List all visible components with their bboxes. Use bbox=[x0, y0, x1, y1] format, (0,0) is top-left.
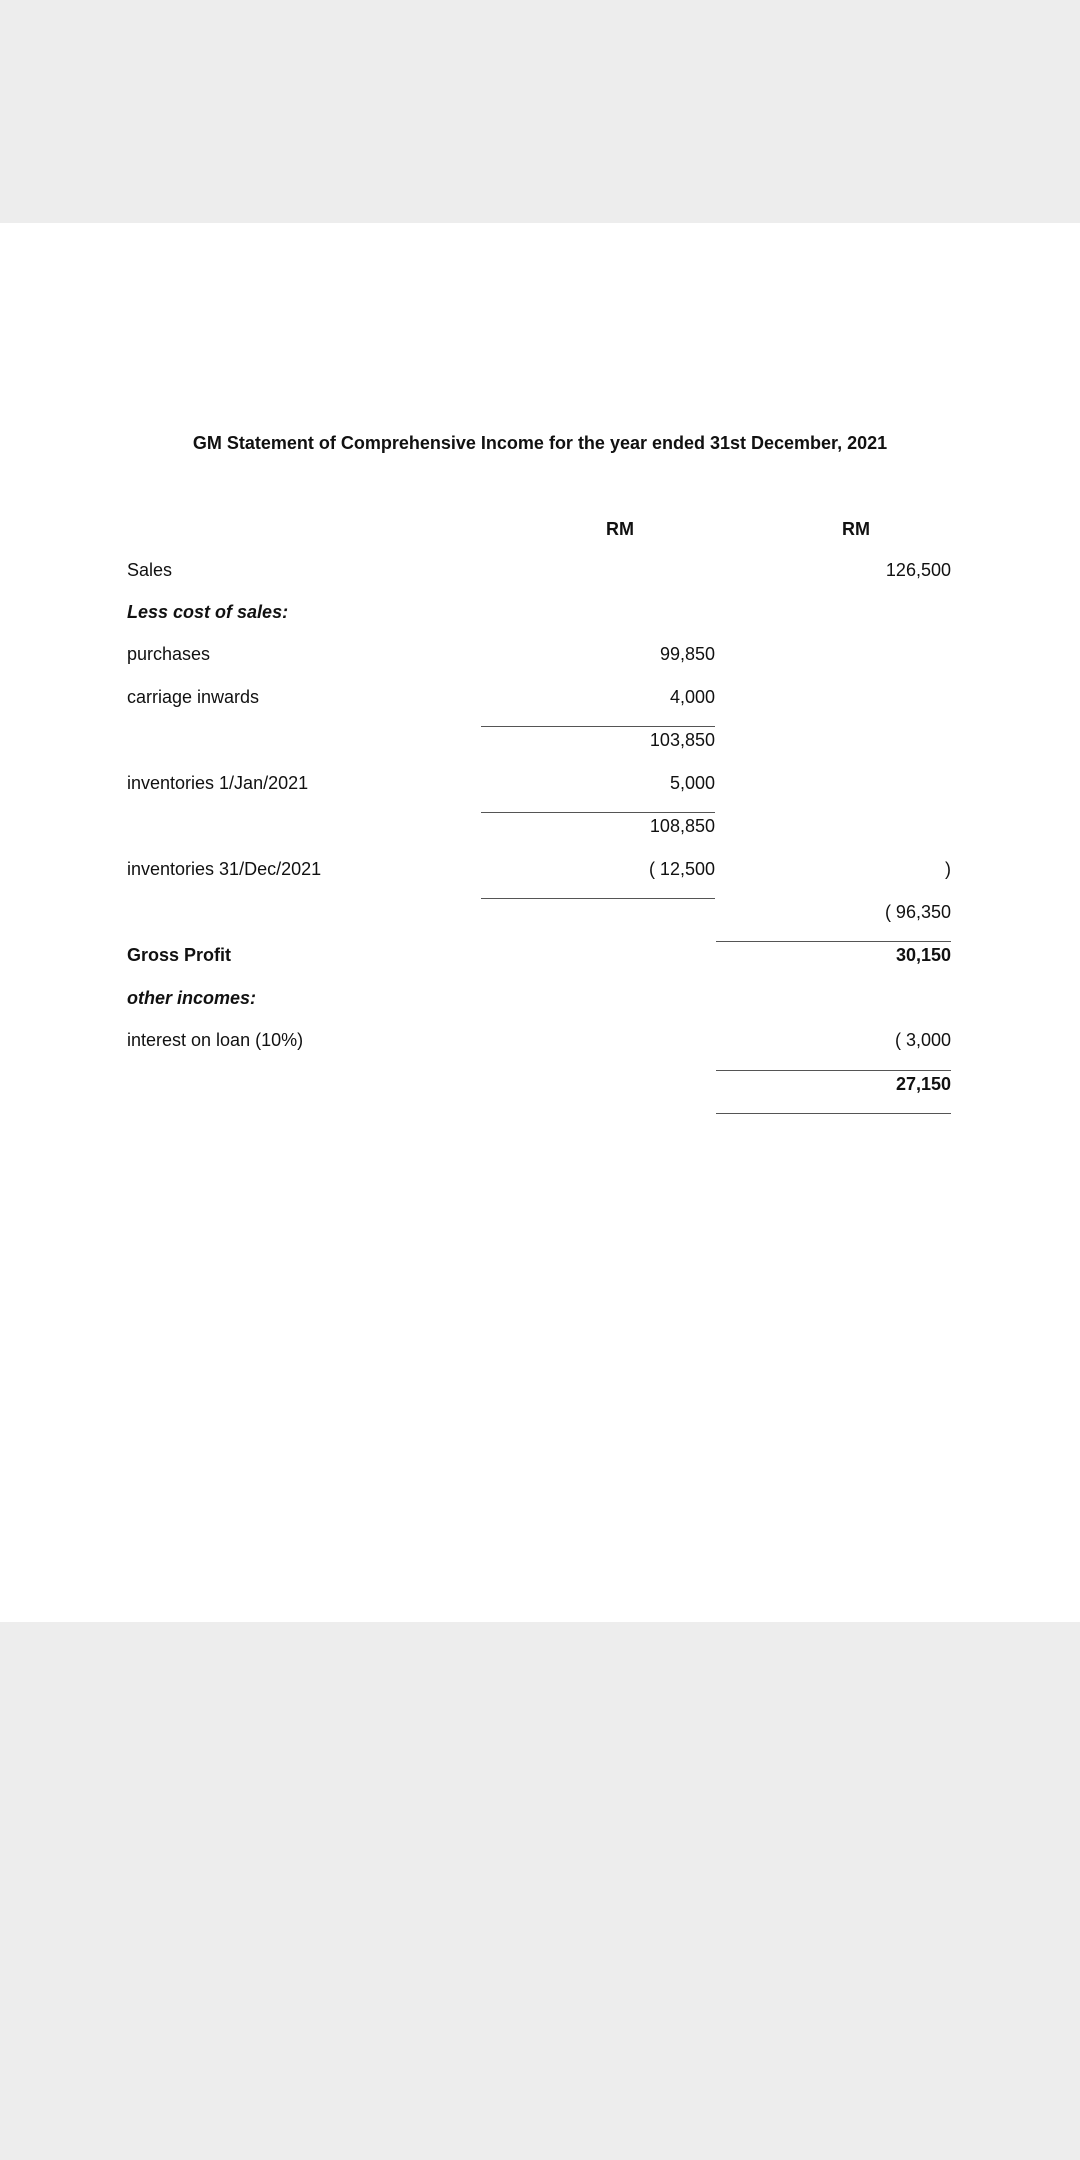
cost-total-value: ( 96,350 bbox=[884, 902, 951, 922]
underline bbox=[481, 726, 715, 727]
gross-profit-label: Gross Profit bbox=[127, 945, 232, 965]
document-page bbox=[0, 223, 1080, 1622]
carriage-value: 4,000 bbox=[669, 687, 715, 707]
net-total-value: 27,150 bbox=[895, 1074, 951, 1094]
column-header-rm-1: RM bbox=[606, 519, 634, 539]
statement-title: GM Statement of Comprehensive Income for the year ended 31st December, 2021 bbox=[192, 433, 888, 453]
less-cost-heading: Less cost of sales: bbox=[127, 602, 289, 622]
interest-value: ( 3,000 bbox=[894, 1030, 951, 1050]
inventories-close-label: inventories 31/Dec/2021 bbox=[127, 859, 322, 879]
gross-profit-value: 30,150 bbox=[895, 945, 951, 965]
subtotal2-value: 108,850 bbox=[649, 816, 715, 836]
purchases-value: 99,850 bbox=[659, 644, 715, 664]
underline bbox=[481, 898, 715, 899]
inventories-open-value: 5,000 bbox=[669, 773, 715, 793]
double-underline bbox=[716, 1113, 951, 1114]
sales-label: Sales bbox=[127, 560, 173, 580]
subtotal1-value: 103,850 bbox=[649, 730, 715, 750]
carriage-label: carriage inwards bbox=[127, 687, 260, 707]
purchases-label: purchases bbox=[127, 644, 211, 664]
underline bbox=[481, 812, 715, 813]
closing-paren: ) bbox=[945, 859, 951, 879]
inventories-open-label: inventories 1/Jan/2021 bbox=[127, 773, 309, 793]
inventories-close-value: ( 12,500 bbox=[648, 859, 715, 879]
underline bbox=[716, 1070, 951, 1071]
other-incomes-heading: other incomes: bbox=[127, 988, 257, 1008]
interest-label: interest on loan (10%) bbox=[127, 1030, 304, 1050]
underline bbox=[716, 941, 951, 942]
column-header-rm-2: RM bbox=[842, 519, 870, 539]
sales-value: 126,500 bbox=[885, 560, 951, 580]
